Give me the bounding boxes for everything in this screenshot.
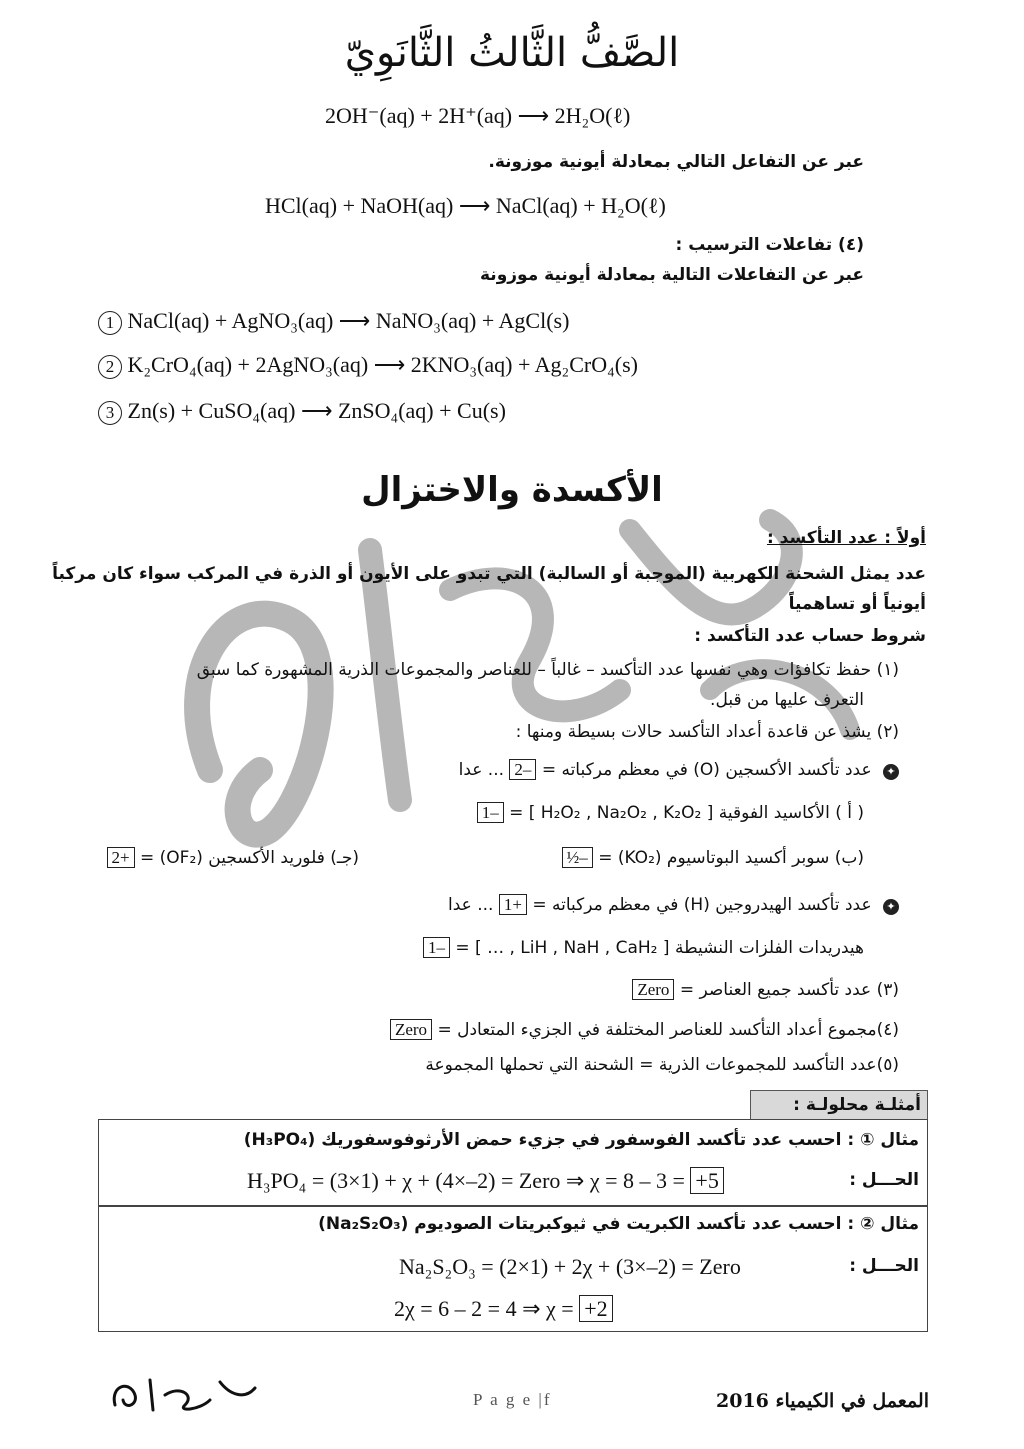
- peroxide-text: ( أ ) الأكاسيد الفوقية [ H₂O₂ , Na₂O₂ , K₂O₂ ] =: [509, 803, 864, 823]
- top-equation: 2OH⁻(aq) + 2H⁺(aq) ⟶ 2H₂O(ℓ): [325, 103, 631, 128]
- examples-header-text: أمثلـة محلولـة :: [793, 1095, 921, 1115]
- section-precipitation: (٤) تفاعلات الترسيب :: [675, 235, 864, 255]
- superoxide-line: [562, 848, 864, 868]
- question-2: عبر عن التفاعلات التالية بمعادلة أيونية موزونة: [480, 265, 864, 285]
- equation-1: HCl(aq) + NaOH(aq) ⟶ NaCl(aq) + H₂O(ℓ): [265, 193, 666, 218]
- reaction-number: 1: [98, 311, 122, 335]
- definition-line-1: عدد يمثل الشحنة الكهربية (الموجبة أو السالبة) التي تبدو على الأيون أو الذرة في المركب سواء كان مركباً: [52, 564, 926, 584]
- peroxide-value: –1: [477, 802, 504, 823]
- except-text: ... عدا: [448, 895, 494, 915]
- example-2-answer: +2: [579, 1295, 612, 1322]
- grade-title: الصَّفُّ الثَّالثُ الثَّانَوِيّ: [344, 30, 680, 76]
- reaction-2: [98, 352, 638, 379]
- examples-header: [750, 1090, 928, 1120]
- hydrogen-text: عدد تأكسد الهيدروجين (H) في معظم مركباته =: [532, 895, 872, 915]
- main-title: الأكسدة والاختزال: [361, 470, 663, 510]
- example-2-solution-line-2: [394, 1296, 613, 1322]
- reaction-number: 3: [98, 401, 122, 425]
- example-1-solution: [247, 1168, 724, 1194]
- rule-4-text: (٤)مجموع أعداد التأكسد للعناصر المختلفة في الجزيء المتعادل =: [437, 1020, 899, 1040]
- reaction-3: [98, 398, 506, 425]
- question-1: عبر عن التفاعل التالي بمعادلة أيونية موزونة.: [488, 152, 864, 172]
- example-1-box: [98, 1119, 928, 1207]
- reaction-text: K₂CrO₄(aq) + 2AgNO₃(aq) ⟶ 2KNO₃(aq) + Ag₂CrO₄(s): [127, 352, 639, 377]
- reaction-text: NaCl(aq) + AgNO₃(aq) ⟶ NaNO₃(aq) + AgCl(s): [127, 308, 570, 333]
- book-title: المعمل في الكيمياء 2016: [716, 1390, 929, 1412]
- oxygen-text: عدد تأكسد الأكسجين (O) في معظم مركباته =: [541, 760, 872, 780]
- superoxide-value: –½: [562, 847, 593, 868]
- first-heading: أولاً : عدد التأكسد :: [766, 528, 926, 548]
- of2-line: [107, 848, 360, 868]
- example-2-question: مثال ② : احسب عدد تأكسد الكبريت في ثيوكبريتات الصوديوم (Na₂S₂O₃): [318, 1214, 919, 1234]
- example-2-solution-label: الحـــل :: [849, 1256, 919, 1276]
- reaction-number: 2: [98, 355, 122, 379]
- rule-3-text: (٣) عدد تأكسد جميع العناصر =: [679, 980, 899, 1000]
- example-2-solution-line-1: Na₂S₂O₃ = (2×1) + 2χ + (3×–2) = Zero: [399, 1254, 741, 1279]
- rule-3: [632, 980, 899, 1000]
- hydrogen-value: +1: [499, 894, 527, 915]
- rule-1-line-2: التعرف عليها من قبل.: [710, 690, 864, 710]
- rule-4-value: Zero: [390, 1019, 432, 1040]
- example-1-question: مثال ① : احسب عدد تأكسد الفوسفور في جزيء حمض الأرثوفوسفوريك (H₃PO₄): [243, 1130, 919, 1150]
- author-signature: [105, 1370, 265, 1420]
- example-1-work: H₃PO₄ = (3×1) + χ + (4×–2) = Zero ⇒ χ = 8 – 3 =: [247, 1168, 685, 1193]
- example-2-box: [98, 1205, 928, 1332]
- reaction-1: [98, 308, 569, 335]
- rule-3-value: Zero: [632, 979, 674, 1000]
- page-number: P a g e |f: [473, 1390, 552, 1409]
- oxygen-line: [459, 760, 899, 780]
- definition-line-2: أيونياً أو تساهمياً: [788, 594, 926, 614]
- rule-4: [390, 1020, 899, 1040]
- hydrides-value: –1: [423, 937, 450, 958]
- hydrides-line: [423, 938, 864, 958]
- rule-2: (٢) يشذ عن قاعدة أعداد التأكسد حالات بسيطة ومنها :: [515, 722, 899, 742]
- except-text: ... عدا: [458, 760, 504, 780]
- reaction-text: Zn(s) + CuSO₄(aq) ⟶ ZnSO₄(aq) + Cu(s): [127, 398, 506, 423]
- superoxide-text: (ب) سوبر أكسيد البوتاسيوم (KO₂) =: [598, 848, 864, 868]
- hydrides-text: هيدريدات الفلزات النشيطة [ LiH , NaH , CaH₂ , … ] =: [455, 938, 864, 958]
- rules-title: شروط حساب عدد التأكسد :: [694, 626, 926, 646]
- of2-text: (جـ) فلوريد الأكسجين (OF₂) =: [140, 848, 359, 868]
- rule-1-line-1: (١) حفظ تكافؤات وهي نفسها عدد التأكسد – غالباً – للعناصر والمجموعات الذرية المشهورة كما سبق: [196, 660, 899, 680]
- example-1-solution-label: الحـــل :: [849, 1170, 919, 1190]
- hydrogen-line: [448, 895, 899, 915]
- of2-value: +2: [107, 847, 135, 868]
- peroxide-line: [477, 803, 864, 823]
- star-bullet-icon: ✦: [883, 764, 899, 780]
- example-2-work: 2χ = 6 – 2 = 4 ⇒ χ =: [394, 1296, 574, 1321]
- star-bullet-icon: ✦: [883, 899, 899, 915]
- example-1-answer: +5: [690, 1167, 723, 1194]
- oxygen-value: –2: [509, 759, 536, 780]
- rule-5: (٥)عدد التأكسد للمجموعات الذرية = الشحنة التي تحملها المجموعة: [425, 1055, 899, 1075]
